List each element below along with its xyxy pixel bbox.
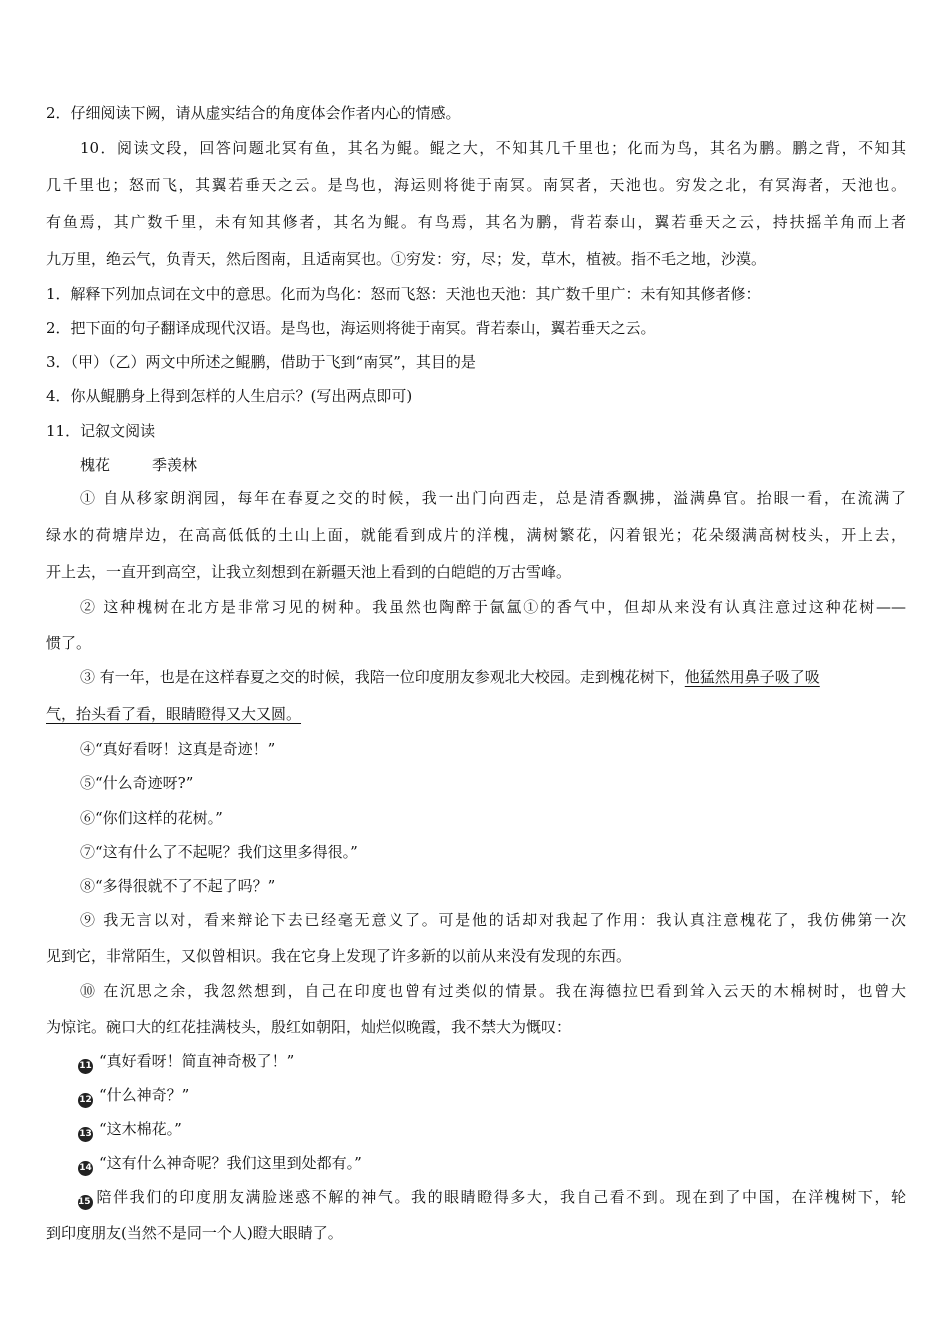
paragraph-13-text: “这木棉花。”	[99, 1120, 182, 1138]
question-11-heading: 11．记叙文阅读	[46, 422, 156, 440]
underlined-sentence: 他猛然用鼻子吸了吸	[684, 668, 820, 686]
paragraph-1-line: 绿水的荷塘岸边，在高高低低的土山上面，就能看到成片的洋槐，满树繁花，闪着银光；花朵缀满高树枝头，开上去，	[46, 526, 906, 544]
paragraph-3-line	[80, 667, 906, 687]
paragraph-2-line: 惯了。	[46, 634, 92, 652]
paragraph-12	[78, 1085, 906, 1108]
paragraph-1-line: ① 自从移家朗润园，每年在春夏之交的时候，我一出门向西走，总是清香飘拂，溢满鼻官。抬眼一看，在流满了	[80, 489, 906, 507]
paragraph-5: ⑤“什么奇迹呀?”	[80, 774, 194, 792]
underlined-sentence: 气，抬头看了看，眼睛瞪得又大又圆。	[46, 705, 302, 723]
essay-title: 槐花	[80, 456, 111, 474]
paragraph-10-line: 为惊诧。碗口大的红花挂满枝头，殷红如朝阳，灿烂似晚霞，我不禁大为慨叹：	[46, 1018, 572, 1036]
paragraph-15-line	[78, 1187, 906, 1210]
paragraph-12-text: “什么神奇？”	[99, 1086, 190, 1104]
paragraph-14	[78, 1153, 906, 1176]
paragraph-8: ⑧“多得很就不了不起了吗？”	[80, 877, 276, 895]
essay-author: 季羡林	[152, 456, 198, 474]
subquestion-3: 3．（甲）（乙）两文中所述之鲲鹏，借助于飞到“南冥”，其目的是	[46, 353, 476, 371]
passage-line: 有鱼焉，其广数千里，未有知其修者，其名为鲲。有鸟焉，其名为鹏，背若泰山，翼若垂天之云，持扶摇羊角而上者	[46, 213, 906, 231]
paragraph-11-text: “真好看呀！简直神奇极了！”	[99, 1052, 295, 1070]
question-2-intro: 2．仔细阅读下阙，请从虚实结合的角度体会作者内心的情感。	[46, 104, 461, 122]
paragraph-2-line: ② 这种槐树在北方是非常习见的树种。我虽然也陶醉于氤氲①的香气中，但却从来没有认真注意过这种花树——	[80, 598, 906, 616]
paragraph-7: ⑦“这有什么了不起呢？我们这里多得很。”	[80, 843, 358, 861]
subquestion-2: 2．把下面的句子翻译成现代汉语。是鸟也，海运则将徙于南冥。背若泰山，翼若垂天之云。	[46, 319, 656, 337]
subquestion-1: 1．解释下列加点词在文中的意思。化而为鸟化：怒而飞怒：天池也天池：其广数千里广：未有知其修者修：	[46, 285, 761, 303]
essay-title-line	[80, 455, 906, 475]
paragraph-10-line: ⑩ 在沉思之余，我忽然想到，自己在印度也曾有过类似的情景。我在海德拉巴看到耸入云天的木棉树时，也曾大	[80, 982, 906, 1000]
paragraph-15-line: 到印度朋友(当然不是同一个人)瞪大眼睛了。	[46, 1224, 343, 1242]
paragraph-13	[78, 1119, 906, 1142]
paragraph-number-13: 13	[78, 1127, 93, 1142]
paragraph-number-11: 11	[78, 1059, 93, 1074]
paragraph-1-line: 开上去，一直开到高空，让我立刻想到在新疆天池上看到的白皑皑的万古雪峰。	[46, 563, 572, 581]
subquestion-4: 4．你从鲲鹏身上得到怎样的人生启示？(写出两点即可)	[46, 387, 413, 405]
question-10-heading: 10．阅读文段，回答问题北冥有鱼，其名为鲲。鲲之大，不知其几千里也；化而为鸟，其名为鹏。鹏之背，不知其	[80, 139, 906, 157]
paragraph-number-15: 15	[78, 1195, 93, 1210]
paragraph-14-text: “这有什么神奇呢？我们这里到处都有。”	[99, 1154, 362, 1172]
paragraph-9-line: ⑨ 我无言以对，看来辩论下去已经毫无意义了。可是他的话却对我起了作用：我认真注意槐花了，我仿佛第一次	[80, 911, 906, 929]
paragraph-3-text: ③ 有一年，也是在这样春夏之交的时候，我陪一位印度朋友参观北大校园。走到槐花树下，	[80, 668, 685, 686]
passage-line: 几千里也；怒而飞，其翼若垂天之云。是鸟也，海运则将徙于南冥。南冥者，天池也。穷发之北，有冥海者，天池也。	[46, 176, 906, 194]
paragraph-number-14: 14	[78, 1161, 93, 1176]
paragraph-9-line: 见到它，非常陌生，又似曾相识。我在它身上发现了许多新的以前从来没有发现的东西。	[46, 947, 632, 965]
paragraph-number-12: 12	[78, 1093, 93, 1108]
passage-footnote-line: 九万里，绝云气，负青天，然后图南，且适南冥也。①穷发：穷，尽；发，草木，植被。指不毛之地，沙漠。	[46, 250, 767, 268]
paragraph-11	[78, 1051, 906, 1074]
paragraph-6: ⑥“你们这样的花树。”	[80, 809, 223, 827]
paragraph-4: ④“真好看呀！这真是奇迹！”	[80, 740, 276, 758]
paragraph-15-text: 陪伴我们的印度朋友满脸迷惑不解的神气。我的眼睛瞪得多大，我自己看不到。现在到了中国，在洋槐树下，轮	[95, 1188, 906, 1206]
